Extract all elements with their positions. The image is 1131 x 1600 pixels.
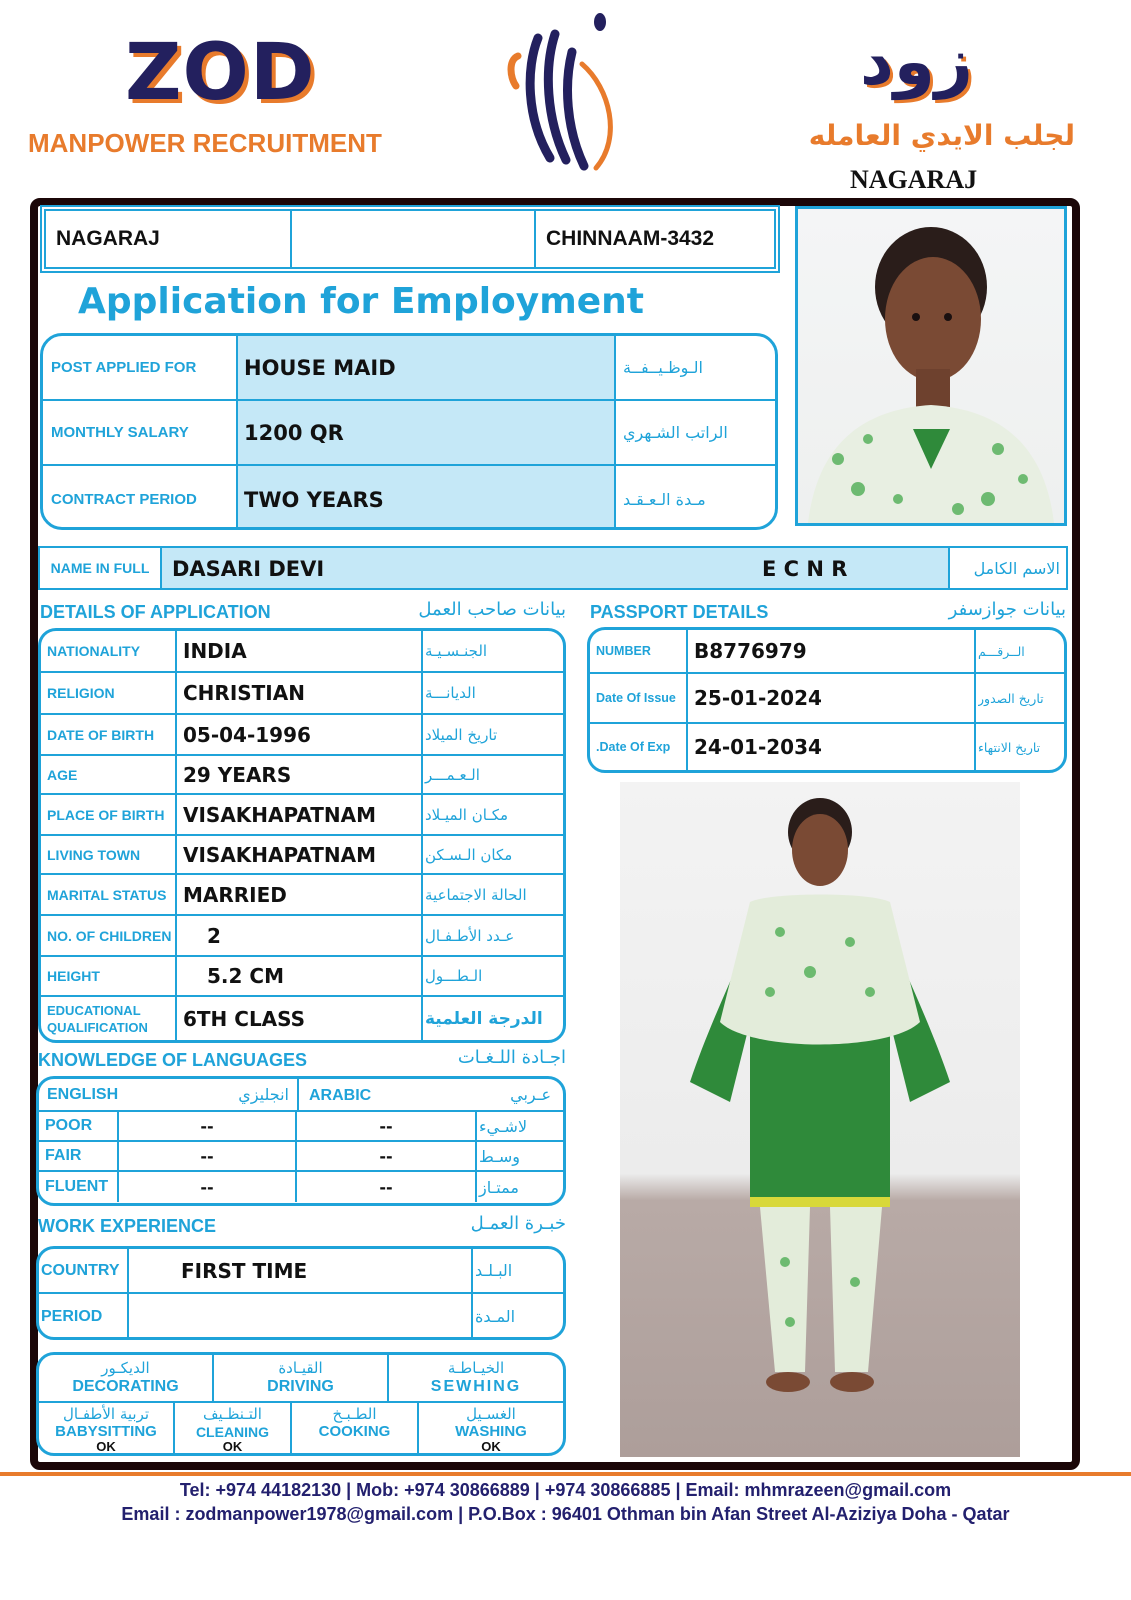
details-row	[41, 836, 563, 875]
languages-column-divider	[297, 1079, 299, 1110]
full-name-label: NAME IN FULL	[40, 548, 162, 588]
post-label: POST APPLIED FOR	[51, 358, 197, 376]
arabic-level-value: --	[297, 1142, 477, 1170]
details-value: 2	[175, 916, 423, 955]
skill-label: DRIVING	[267, 1378, 334, 1395]
footer-contact-line: Tel: +974 44182130 | Mob: +974 30866889 | +974 30866885 | Email: mhmrazeen@gmail.com	[179, 1480, 952, 1500]
passport-table	[587, 627, 1067, 773]
skill-arabic: القيـادة	[278, 1359, 323, 1377]
english-level-value: --	[117, 1142, 297, 1170]
post-label: CONTRACT PERIOD	[51, 490, 197, 508]
details-value: INDIA	[175, 631, 423, 671]
details-arabic: الـطـــول	[425, 967, 483, 985]
details-label: EDUCATIONAL QUALIFICATION	[47, 1002, 148, 1035]
full-name-value: DASARI DEVI	[172, 557, 325, 581]
details-heading-arabic: بيانات صاحب العمل	[418, 599, 566, 620]
passport-row	[590, 674, 1064, 724]
details-label: AGE	[47, 766, 78, 783]
full-name-field	[162, 548, 950, 588]
post-row	[43, 466, 775, 530]
page-title: Application for Employment	[78, 281, 645, 322]
post-value: HOUSE MAID	[236, 336, 616, 399]
skill-ok-mark: OK	[481, 1439, 501, 1454]
skills-table	[36, 1352, 566, 1456]
details-row	[41, 715, 563, 756]
arabic-arabic: عـربي	[510, 1085, 551, 1104]
post-arabic: الـوظـيــفــة	[623, 358, 703, 377]
passport-arabic: تاريخ الصدور	[978, 690, 1044, 706]
brand-logo-text: ZOD	[125, 28, 316, 118]
passport-label: NUMBER	[596, 644, 651, 658]
languages-heading-arabic: اجـادة اللـغـات	[457, 1047, 566, 1068]
reference-agent: NAGARAJ	[46, 211, 292, 267]
details-arabic: مكـان الميـلاد	[425, 805, 509, 824]
arabic-level-value: --	[297, 1172, 477, 1202]
language-level-arabic: ممتـاز	[479, 1177, 519, 1197]
details-label: PLACE OF BIRTH	[47, 806, 165, 823]
details-row	[41, 997, 563, 1040]
arabic-level-value: --	[297, 1112, 477, 1140]
work-arabic: المـدة	[475, 1307, 516, 1326]
work-label: PERIOD	[41, 1307, 103, 1325]
skill-label: DECORATING	[72, 1378, 179, 1395]
skill-arabic: الغسـيل	[466, 1405, 516, 1423]
language-level-arabic: لاشـيء	[479, 1116, 528, 1136]
passport-label: .Date Of Exp	[596, 740, 671, 754]
work-value	[127, 1294, 473, 1339]
work-heading-arabic: خبـرة العمـل	[470, 1213, 566, 1234]
post-arabic: مـدة الـعـقـد	[623, 490, 706, 509]
details-arabic: عـدد الأطـفـال	[425, 926, 515, 945]
details-label: DATE OF BIRTH	[47, 726, 155, 743]
details-value: 29 YEARS	[175, 756, 423, 793]
full-name-row	[38, 546, 1068, 590]
brand-arabic-subtitle: لجلب الايدي العامله	[808, 119, 1075, 152]
work-value: FIRST TIME	[127, 1249, 473, 1292]
details-label: HEIGHT	[47, 968, 100, 984]
work-heading: WORK EXPERIENCE	[38, 1216, 217, 1236]
brand-arabic: زود	[860, 23, 973, 100]
passport-arabic: الــرقـــم	[978, 643, 1025, 659]
footer-address-line: Email : zodmanpower1978@gmail.com | P.O.Box : 96401 Othman bin Afan Street Al-Aziziya Doha - Qatar	[121, 1504, 1010, 1524]
language-level: POOR	[45, 1117, 93, 1134]
english-level-value: --	[117, 1172, 297, 1202]
english-label: ENGLISH	[47, 1086, 119, 1103]
details-arabic: الجنـسـيـة	[425, 642, 488, 660]
skill-arabic: الطـبـخ	[332, 1405, 377, 1423]
details-arabic: مكان الـسـكن	[425, 845, 513, 864]
passport-photo	[795, 206, 1067, 526]
skill-label: CLEANING	[195, 1424, 270, 1440]
full-body-photo	[620, 782, 1020, 1457]
passport-arabic: تاريخ الانتهاء	[978, 739, 1041, 755]
language-row	[39, 1112, 563, 1142]
english-level-value: --	[117, 1112, 297, 1140]
english-arabic: انجليزي	[238, 1085, 289, 1104]
details-value: CHRISTIAN	[175, 673, 423, 713]
language-row	[39, 1142, 563, 1172]
details-table	[38, 628, 566, 1043]
passport-heading: PASSPORT DETAILS	[590, 602, 769, 622]
post-row	[43, 336, 775, 401]
post-arabic: الراتب الشـهري	[623, 423, 728, 442]
skill-cell	[214, 1355, 389, 1401]
details-heading: DETAILS OF APPLICATION	[40, 602, 271, 622]
skill-ok-mark: OK	[96, 1439, 116, 1454]
details-value: MARRIED	[175, 875, 423, 914]
skill-cell	[419, 1403, 563, 1456]
details-row	[41, 957, 563, 997]
details-row	[41, 631, 563, 673]
work-arabic: البـلـد	[475, 1261, 513, 1280]
details-arabic: الدرجة العلمية	[425, 1008, 543, 1029]
details-row	[41, 756, 563, 795]
details-row	[41, 795, 563, 836]
skill-label: COOKING	[318, 1423, 391, 1440]
passport-row	[590, 724, 1064, 770]
skill-arabic: تربية الأطفـال	[62, 1405, 150, 1423]
details-label: RELIGION	[47, 685, 115, 701]
work-table	[36, 1246, 566, 1340]
portrait-image	[798, 209, 1064, 523]
details-row	[41, 875, 563, 916]
languages-heading: KNOWLEDGE OF LANGUAGES	[38, 1050, 307, 1070]
details-label: NO. OF CHILDREN	[47, 927, 172, 944]
details-row	[41, 916, 563, 957]
skill-ok-mark: OK	[222, 1439, 243, 1454]
work-row	[39, 1249, 563, 1294]
details-arabic: الحالة الاجتماعية	[425, 885, 527, 904]
details-value: VISAKHAPATNAM	[175, 795, 423, 834]
arabic-label: ARABIC	[309, 1087, 372, 1104]
language-row	[39, 1172, 563, 1202]
work-label: COUNTRY	[41, 1261, 120, 1279]
reference-box	[40, 205, 780, 273]
languages-table	[36, 1076, 566, 1206]
post-label: MONTHLY SALARY	[51, 423, 189, 441]
skill-cell	[39, 1403, 175, 1456]
work-row	[39, 1294, 563, 1339]
full-name-arabic: الاسم الكامل	[973, 559, 1060, 578]
passport-heading-arabic: بيانات جوازسفر	[948, 599, 1066, 620]
full-body-image	[620, 782, 1020, 1457]
details-arabic: الـعـمـــر	[425, 765, 480, 784]
passport-value: 24-01-2034	[686, 724, 976, 770]
skill-arabic: الديكـور	[101, 1359, 150, 1377]
language-level: FLUENT	[45, 1178, 109, 1195]
skill-arabic: التـنظـيف	[203, 1405, 262, 1423]
post-value: TWO YEARS	[236, 466, 616, 530]
footer-divider	[0, 1472, 1131, 1476]
languages-header-row	[39, 1079, 563, 1112]
post-value: 1200 QR	[236, 401, 616, 464]
passport-label: Date Of Issue	[596, 691, 676, 705]
passport-value: B8776979	[686, 630, 976, 672]
skill-label: WASHING	[455, 1423, 527, 1440]
details-label: NATIONALITY	[47, 643, 141, 659]
post-table	[40, 333, 778, 530]
details-value: 6TH CLASS	[175, 997, 423, 1040]
skill-label: BABYSITTING	[55, 1423, 157, 1440]
post-row	[43, 401, 775, 466]
passport-row	[590, 630, 1064, 674]
details-value: VISAKHAPATNAM	[175, 836, 423, 873]
skill-cell	[389, 1355, 563, 1401]
language-level: FAIR	[45, 1147, 82, 1164]
details-arabic: الديانـــة	[425, 684, 476, 702]
details-label: MARITAL STATUS	[47, 886, 167, 903]
brand-subtitle: MANPOWER RECRUITMENT	[28, 128, 382, 158]
skill-label: SEWHING	[430, 1378, 522, 1395]
passport-value: 25-01-2024	[686, 674, 976, 722]
skill-cell	[175, 1403, 292, 1456]
reference-middle	[292, 211, 536, 267]
skill-cell	[39, 1355, 214, 1401]
ecnr-status: E C N R	[762, 557, 848, 581]
reference-code: CHINNAAM-3432	[546, 227, 715, 250]
details-row	[41, 673, 563, 715]
details-arabic: تاريخ الميلاد	[425, 725, 498, 744]
language-level-arabic: وسـط	[479, 1146, 521, 1166]
agent-name: NAGARAJ	[850, 165, 978, 194]
skill-arabic: الخيـاطـة	[447, 1359, 505, 1377]
details-value: 05-04-1996	[175, 715, 423, 754]
details-label: LIVING TOWN	[47, 846, 141, 863]
brand-mark-icon	[500, 8, 630, 178]
skill-cell	[292, 1403, 419, 1456]
details-value: 5.2 CM	[175, 957, 423, 995]
